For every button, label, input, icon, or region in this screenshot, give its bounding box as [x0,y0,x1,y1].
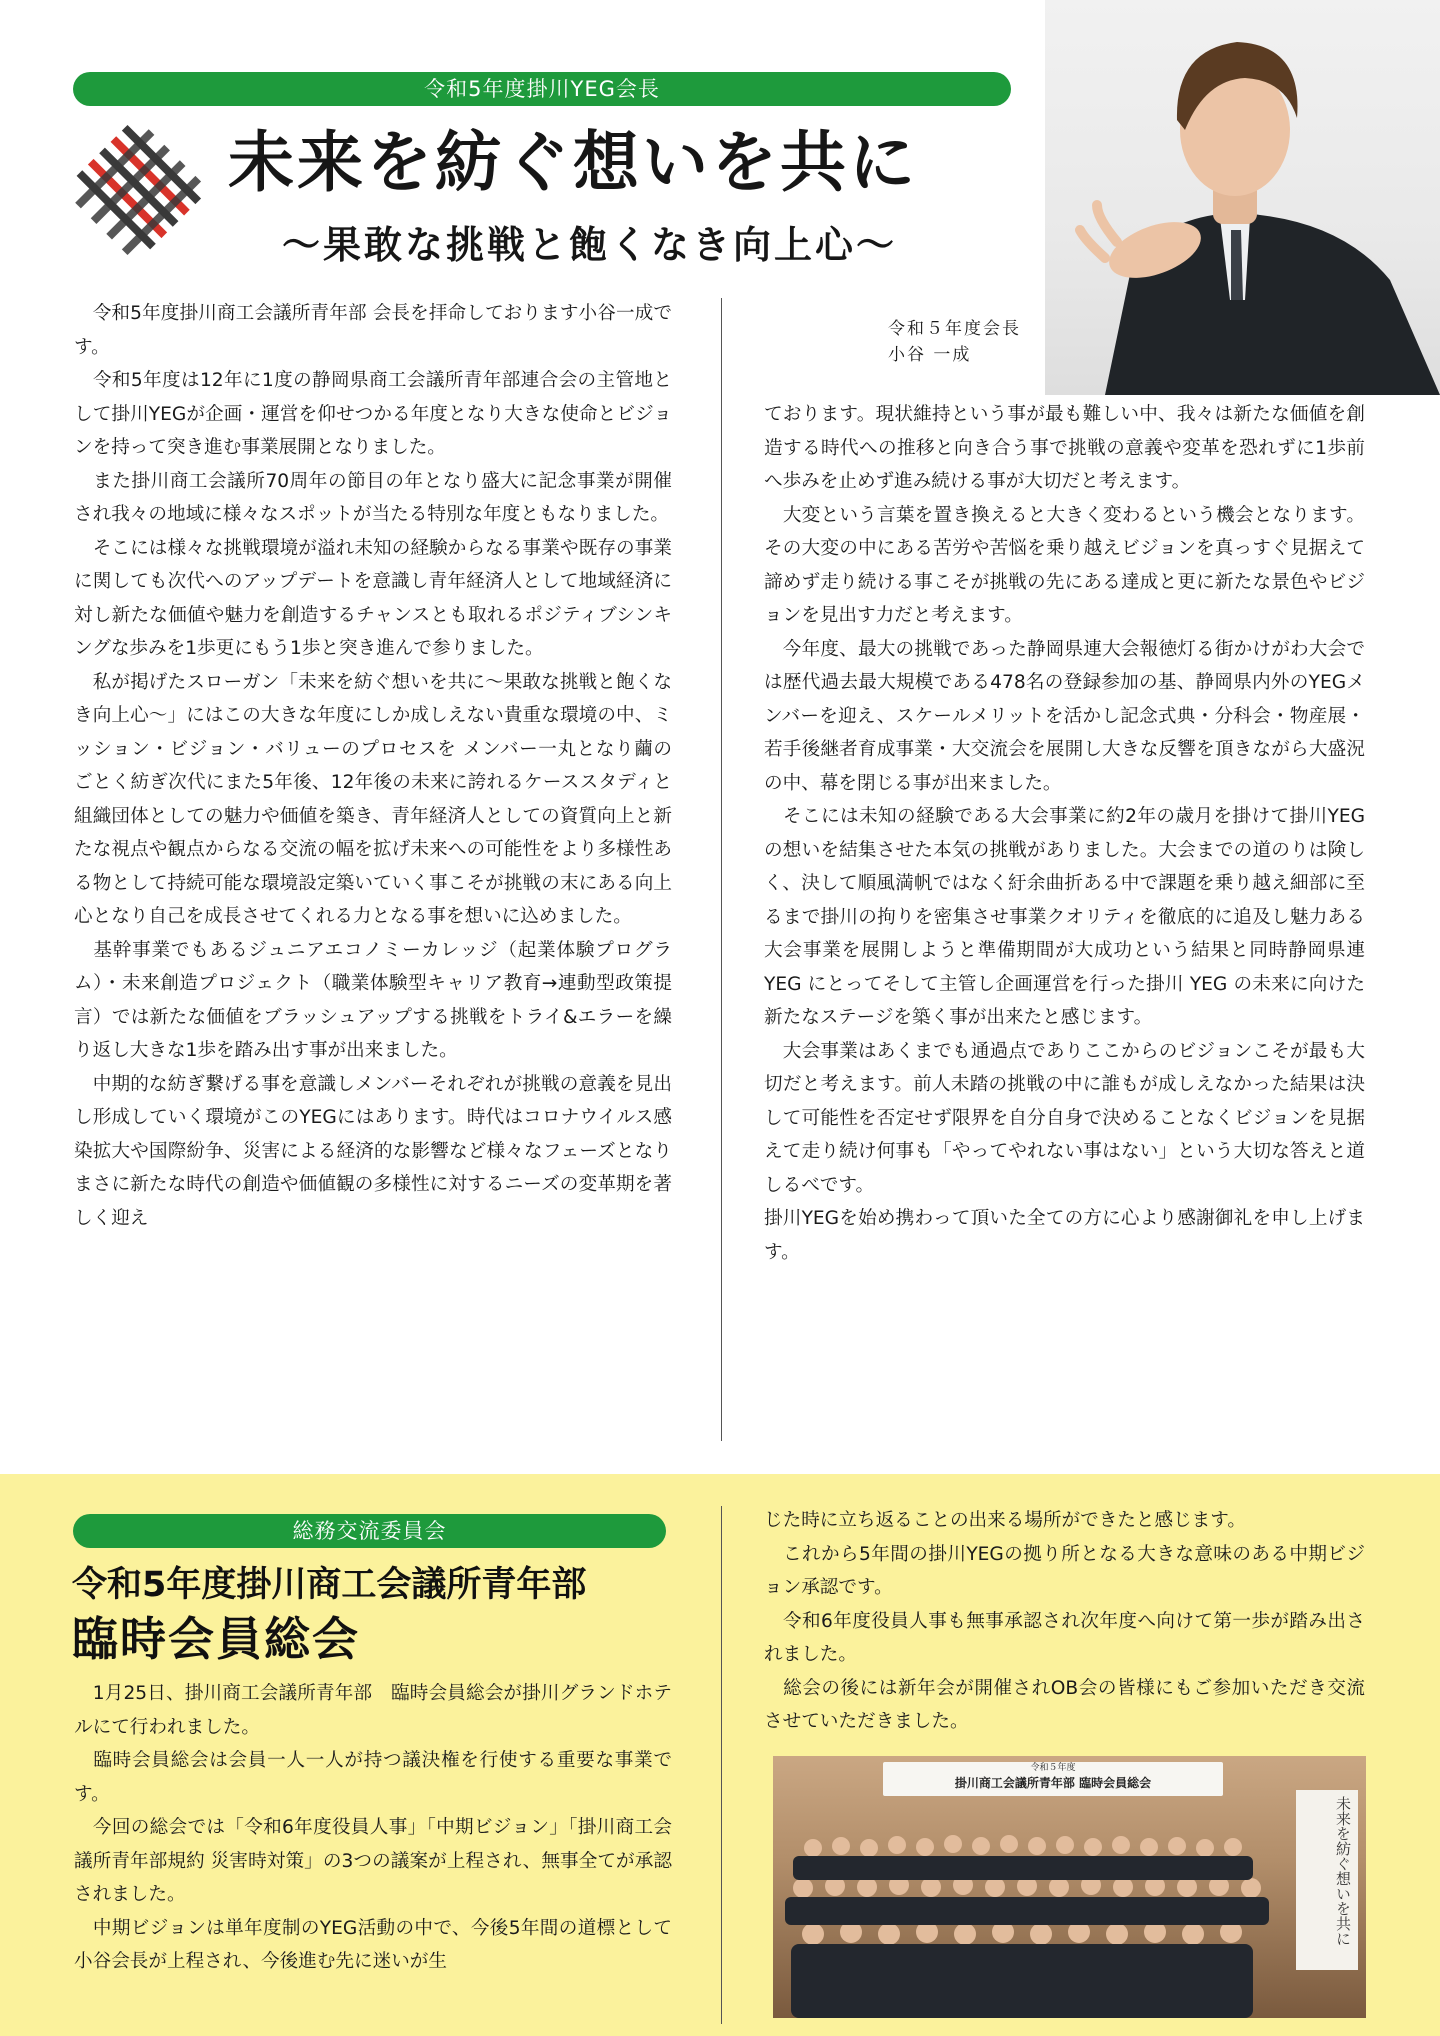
paragraph: 今回の総会では「令和6年度役員人事」「中期ビジョン」「掛川商工会議所青年部規約 災害時対策」の3つの議案が上程され、無事全てが承認されました。 [74,1817,672,1905]
paragraph: 令和6年度役員人事も無事承認され次年度へ向けて第一歩が踏み出されました。 [764,1610,1365,1665]
column-divider [721,1506,722,2024]
paragraph: そこには様々な挑戦環境が溢れ未知の経験からなる事業や既存の事業に関しても次代へのアップデートを意識し青年経済人として地域経済に対し新たな価値や魅力を創造するチャンスとも取れるポジティブシンキングな歩みを1歩更にもう1歩と突き進んで参りました。 [74,537,672,659]
paragraph: 大変という言葉を置き換えると大きく変わるという機会となります。その大変の中にある苦労や苦悩を乗り越えビジョンを真っすぐ見据えて諦めず走り続ける事こそが挑戦の先にある達成と更に新たな景色やビジョンを見出す力だと考えます。 [764,504,1365,626]
paragraph: 大会事業はあくまでも通過点でありここからのビジョンこそが最も大切だと考えます。前人未踏の挑戦の中に誰もが成しえなかった結果は決して可能性を否定せず限界を自分自身で決めることなくビジョンを見据えて走り続け何事も「やってやれない事はない」という大切な答えと道しるべです。 [764,1040,1365,1196]
caption-name: 小谷 一成 [888,345,972,365]
paragraph: ております。現状維持という事が最も難しい中、我々は新たな価値を創造する時代への推移と向き合う事で挑戦の意義や変革を恐れずに1歩前へ歩みを止めず進み続ける事が大切だと考えます。 [764,404,1365,492]
meeting-title-line1: 令和5年度掛川商工会議所青年部 [72,1565,587,1605]
portrait-caption [888,316,1048,368]
event-banner-year: 令和５年度 [1030,1763,1076,1773]
paragraph: 私が掲げたスローガン「未来を紡ぐ想いを共に〜果敢な挑戦と飽くなき向上心〜」にはこの大きな年度にしか成しえない貴重な環境の中、ミッション・ビジョン・バリューのプロセスを メンバー一丸となり繭のごとく紡ぎ次代にまた5年後、12年後の未来に誇れるケーススタディと組織団体としての魅力や価値を築き、青年経済人としての資質向上と新たな視点や観点からなる交流の幅を拡げ未来への可能性をより多様性ある物として持続可能な環境設定築いていく事こそが挑戦の末にある向上心となり自己を成長させてくれる力となる事を想いに込めました。 [74,671,672,927]
event-banner-title: 掛川商工会議所青年部 臨時会員総会 [954,1776,1152,1790]
section-label-pill: 令和5年度掛川YEG会長 [73,72,1011,106]
paragraph: じた時に立ち返ることの出来る場所ができたと感じます。 [764,1510,1246,1531]
paragraph: 中期的な紡ぎ繋げる事を意識しメンバーそれぞれが挑戦の意義を見出し形成していく環境がこのYEGにはあります。時代はコロナウイルス感染拡大や国際紛争、災害による経済的な影響など様々なフェーズとなりまさに新たな時代の創造や価値観の多様性に対するニーズの変革期を著しく迎え [74,1073,672,1229]
paragraph: 総会の後には新年会が開催されOB会の皆様にもご参加いただき交流させていただきました。 [764,1677,1365,1732]
group-members-figures [773,1756,1366,2018]
meeting-title-line2: 臨時会員総会 [72,1612,360,1666]
group-photo [773,1756,1366,2018]
report-column-right [764,1504,1365,1739]
paragraph: 今年度、最大の挑戦であった静岡県連大会報徳灯る街かけがわ大会では歴代過去最大規模である478名の登録参加の基、静岡県内外のYEGメンバーを迎え、スケールメリットを活かし記念式典・分科会・物産展・若手後継者育成事業・大交流会を展開し大きな反響を頂きながら大盛況の中、幕を閉じる事が出来ました。 [764,638,1365,794]
committee-label-pill: 総務交流委員会 [73,1514,666,1548]
portrait-figure [1045,0,1440,395]
paragraph: 令和5年度は12年に1度の静岡県商工会議所青年部連合会の主管地として掛川YEGが企画・運営を仰せつかる年度となり大きな使命とビジョンを持って突き進む事業展開となりました。 [74,370,672,458]
paragraph: 中期ビジョンは単年度制のYEG活動の中で、今後5年間の道標として小谷会長が上程され、今後進む先に迷いが生 [74,1917,672,1972]
headline: 未来を紡ぐ想いを共に [228,124,918,201]
message-column-right [764,398,1365,1269]
paragraph: 臨時会員総会は会員一人一人が持つ議決権を行使する重要な事業です。 [74,1750,672,1805]
report-column-left [74,1677,672,1979]
paragraph: 基幹事業でもあるジュニアエコノミーカレッジ（起業体験プログラム）・未来創造プロジェクト（職業体験型キャリア教育→連動型政策提言）では新たな価値をブラッシュアップする挑戦をトライ&エラーを繰り返し大きな1歩を踏み出す事が出来ました。 [74,939,672,1061]
subtitle: 〜果敢な挑戦と飽くなき向上心〜 [282,223,898,267]
paragraph: また掛川商工会議所70周年の節目の年となり盛大に記念事業が開催され我々の地域に様々なスポットが当たる特別な年度ともなりました。 [74,470,672,525]
slogan-banner: 未来を紡ぐ想いを共に [1296,1790,1358,1970]
column-divider [721,298,722,1441]
paragraph: そこには未知の経験である大会事業に約2年の歳月を掛けて掛川YEGの想いを結集させた本気の挑戦がありました。大会までの道のりは険しく、決して順風満帆ではなく紆余曲折ある中で課題を乗り越え細部に至るまで掛川の拘りを密集させ事業クオリティを徹底的に追及し魅力ある大会事業を展開しようと準備期間が大成功という結果と同時静岡県連 YEG にとってそして主管し企画運営を行った掛川 YEG の未来に向けた新たなステージを築く事が出来たと感じます。 [764,806,1365,1028]
caption-title: 令和５年度会長 [888,319,1021,339]
paragraph: 1月25日、掛川商工会議所青年部 臨時会員総会が掛川グランドホテルにて行われました。 [74,1683,672,1738]
message-column-left [74,297,672,1235]
paragraph: 令和5年度掛川商工会議所青年部 会長を拝命しております小谷一成です。 [74,303,672,358]
paragraph: これから5年間の掛川YEGの拠り所となる大きな意味のある中期ビジョン承認です。 [764,1543,1365,1598]
woven-lattice-logo-icon [66,120,206,260]
paragraph: 掛川YEGを始め携わって頂いた全ての方に心より感謝御礼を申し上げます。 [764,1208,1365,1263]
president-portrait-photo [1045,0,1440,395]
